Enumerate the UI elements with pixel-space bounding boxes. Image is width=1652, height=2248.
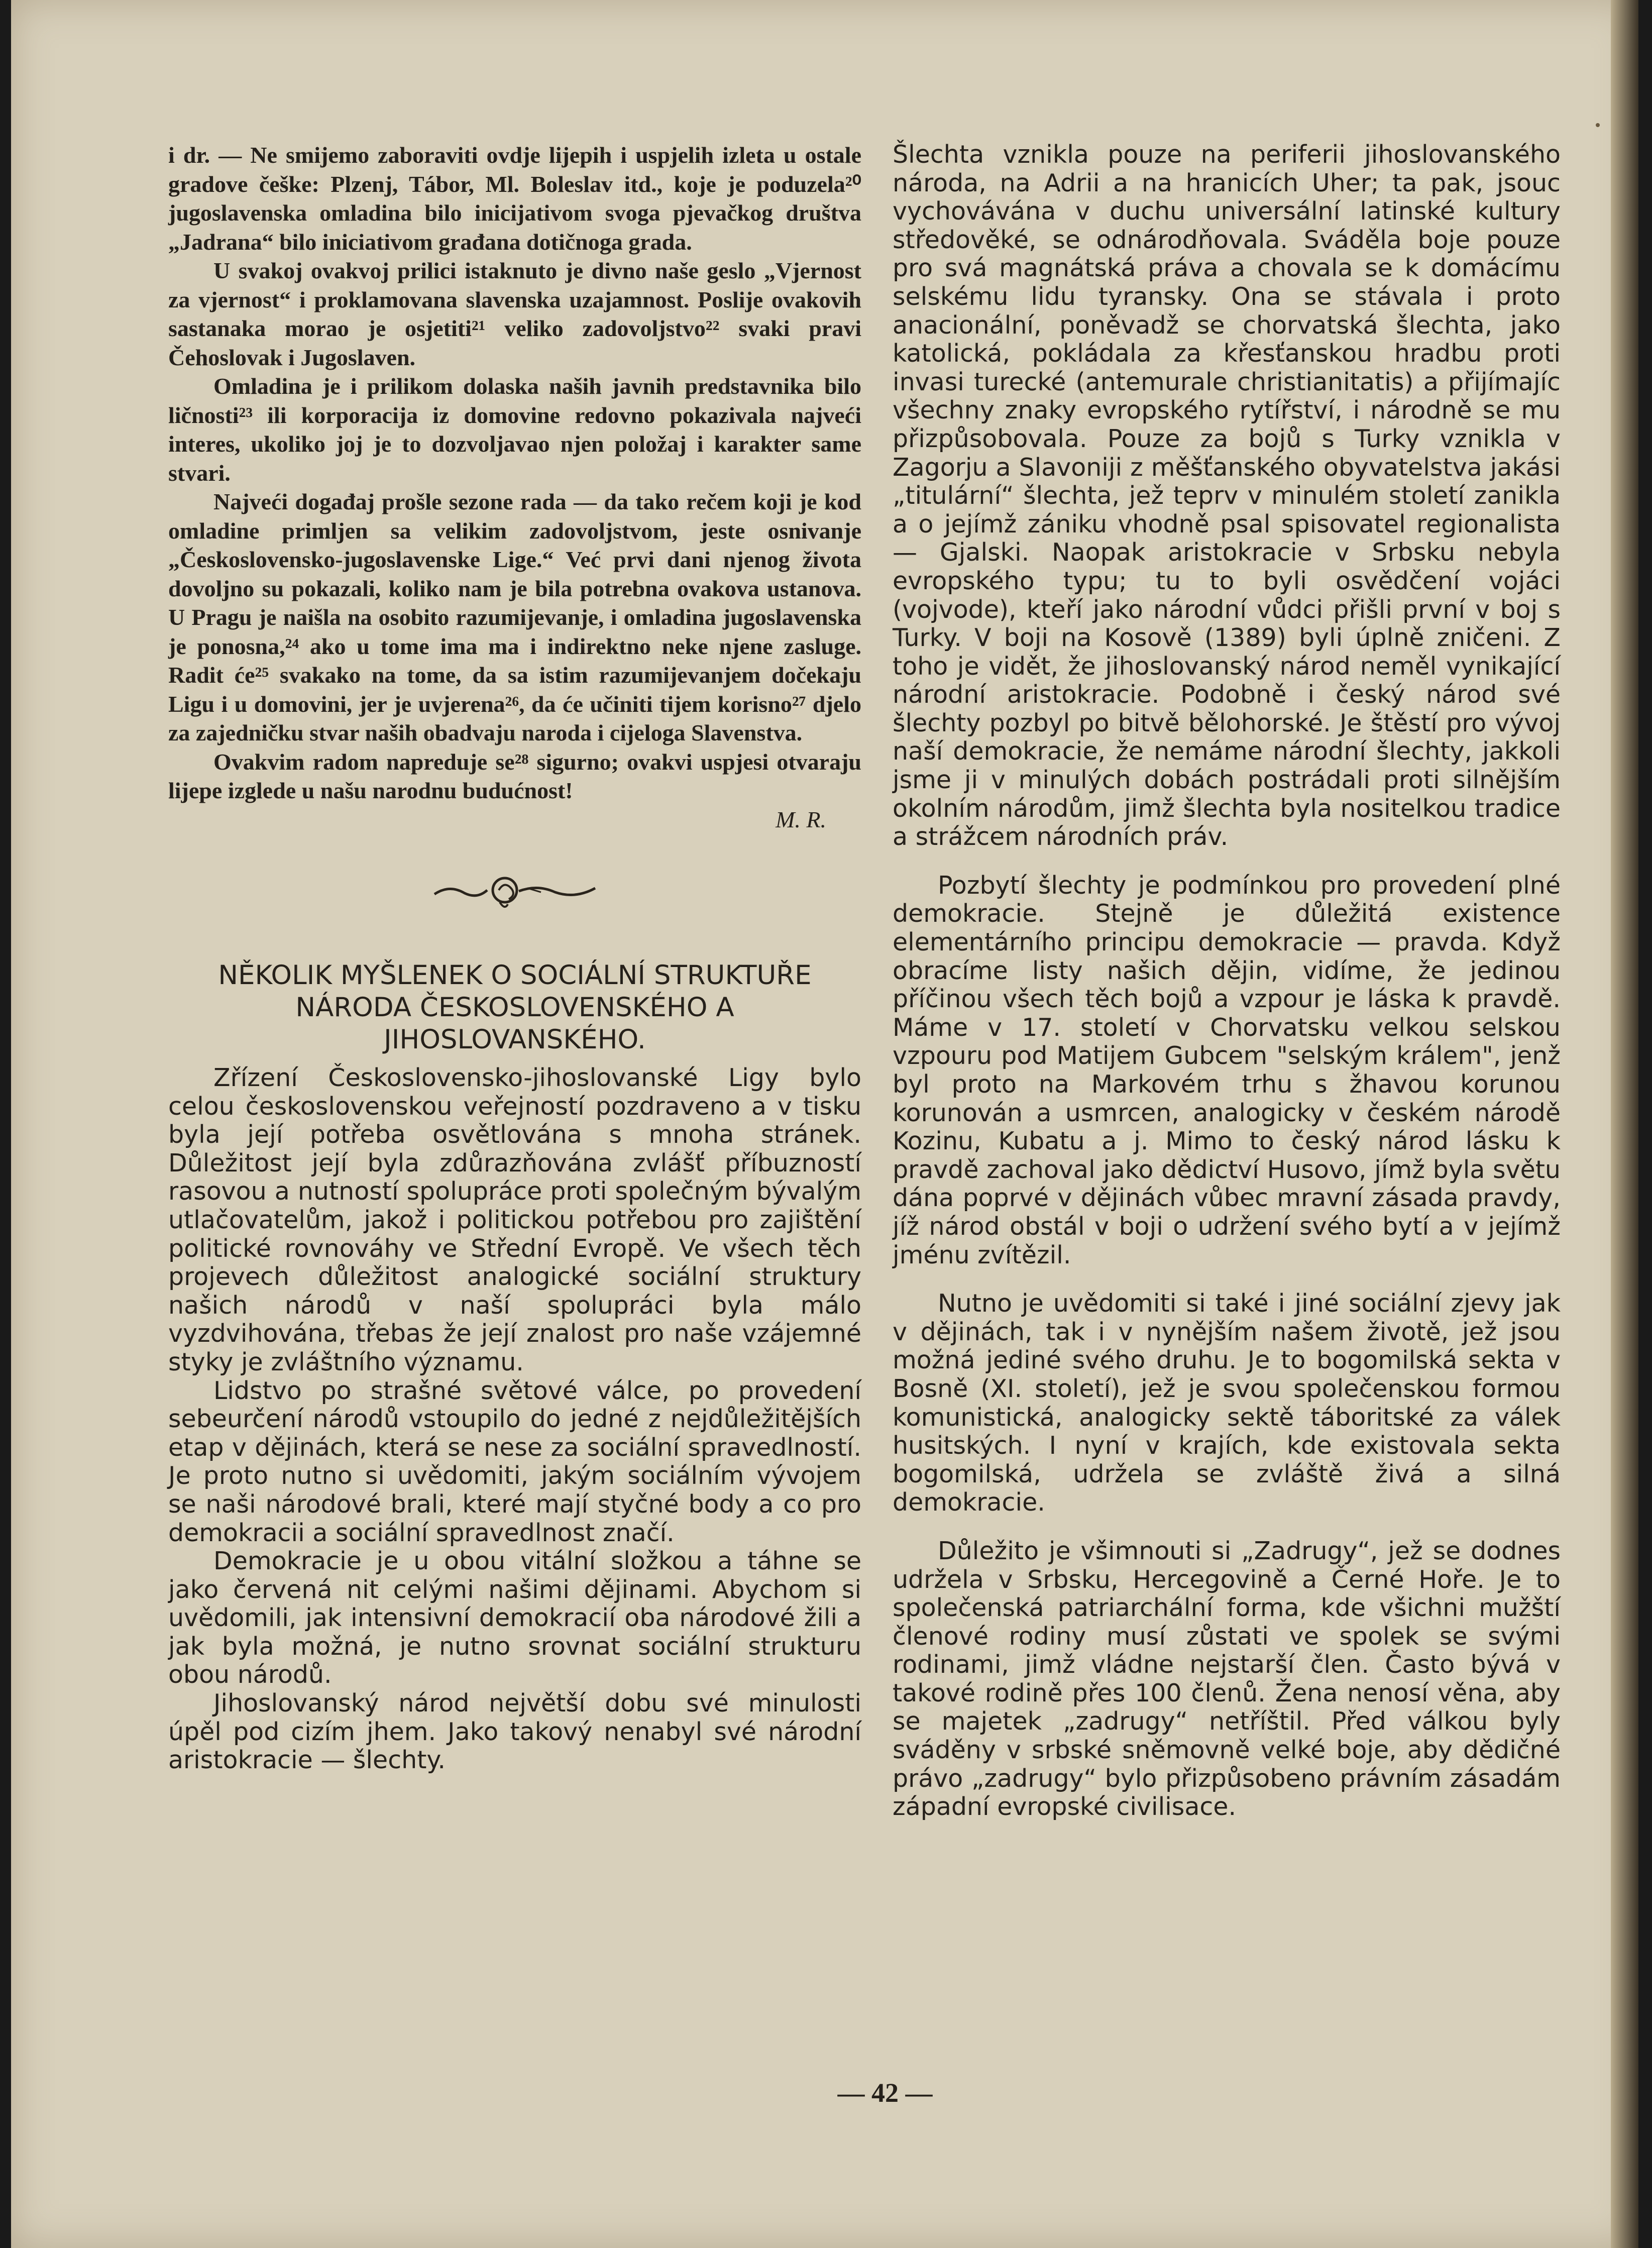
- journal-page: [11, 0, 1638, 2248]
- right-paragraph-3: Nutno je uvědomiti si také i jiné sociální zjevy jak v dějinách, tak i v nynějším našem životě, jež jsou možná jediné svého druhu. Je to bogomilská sekta v Bosně (XI. století), jež je svou společenskou formou komunistická, analogicky sektě táboritské za válek husitských. I nyní v krajích, kde existovala sekta bogomilská, udržela se zvláště živá a silná demokracie.: [893, 1289, 1561, 1517]
- flourish-ornament-icon: [429, 869, 600, 914]
- left-column: [168, 141, 861, 1775]
- cz-paragraph-3: Demokracie je u obou vitální složkou a táhne se jako červená nit celými našimi dějinami. Abychom si uvědomili, jak intensivní demokracií oba národové žili a jak byla možná, je nutno srovnat sociální strukturu obou národů.: [168, 1547, 861, 1689]
- sr-paragraph-1: i dr. — Ne smijemo zaboraviti ovdje lijepih i uspjelih izleta u ostale gradove češke: Plzenj, Tábor, Ml. Boleslav itd., koje je poduzela²⁰ jugoslavenska omladina bilo inicijativom svoga pjevačkog društva „Jadrana“ bilo iniciativom građana dotičnoga grada.: [168, 142, 861, 255]
- sr-paragraph-4: Najveći događaj prošle sezone rada — da tako rečem koji je kod omladine primljen sa velikim zadovoljstvom, jeste osnivanje „Československo-jugoslavenske Lige.“ Već prvi dani njenog života dovoljno su pokazali, koliko nam je bila potrebna ovakova ustanova. U Pragu je naišla na osobito razumijevanje, i omladina jugoslavenska je ponosna,²⁴ ako u tome ima ma i indirektno neke njene zasluge. Radit će²⁵ svakako na tome, da sa istim razumijevanjem dočekaju Ligu i u domovini, jer je uvjerena²⁶, da će učiniti tijem korisno²⁷ djelo za zajedničku stvar naših obadvaju naroda i cijeloga Slavenstva.: [168, 489, 861, 745]
- sr-closing-paragraph: Ovakvim radom napreduje se²⁸ sigurno; ovakvi uspjesi otvaraju lijepe izglede u našu narodnu budućnost!: [168, 748, 861, 803]
- right-paragraph-4: Důležito je všimnouti si „Zadrugy“, jež se dodnes udržela v Srbsku, Hercegovině a Černé Hoře. Je to společenská patriarchální forma, kde všichni mužští členové rodiny musí zůstati ve spolek se svými rodinami, jimž vládne nejstarší člen. Často bývá v takové rodině přes 100 členů. Žena nenosí věna, aby se majetek „zadrugy“ netříštil. Před válkou byly sváděny v srbské sněmovně velké boje, aby dědičné právo „zadrugy“ bylo přizpůsobeno právním zásadám západní evropské civilisace.: [893, 1536, 1561, 1822]
- article-heading: NĚKOLIK MYŠLENEK O SOCIÁLNÍ STRUKTUŘE NÁRODA ČESKOSLOVENSKÉHO A JIHOSLOVANSKÉHO.: [218, 960, 812, 1055]
- right-paragraph-2: Pozbytí šlechty je podmínkou pro provedení plné demokracie. Stejně je důležitá existence elementárního principu demokracie — pravda. Když obracíme listy našich dějin, vidíme, že jedinou příčinou všech těch bojů a vzpour je láska k pravdě. Máme v 17. století v Chorvatsku velkou selskou vzpouru pod Matijem Gubcem "selským králem", jenž byl proto na Markovém trhu s žhavou korunou korunován a usmrcen, analogicky v českém národě Kozinu, Kubatu a j. Mimo to český národ lásku k pravdě zachoval jako dědictví Husovo, jímž byla světu dána poprvé v dějinách vůbec mravní zásada pravdy, jíž národ obstál v boji o udržení svého bytí a v jejímž jménu zvítězil.: [893, 871, 1561, 1269]
- cz-paragraph-4: Jihoslovanský národ největší dobu své minulosti úpěl pod cizím jhem. Jako takový nenabyl své národní aristokracie — šlechty.: [168, 1689, 861, 1775]
- right-column: [893, 141, 1561, 1822]
- paper-speck: [1596, 123, 1600, 127]
- signature-line: [168, 805, 861, 834]
- book-spine-shadow: [1611, 0, 1638, 2248]
- sr-paragraph-3: Omladina je i prilikom dolaska naših javnih predstavnika bilo ličnosti²³ ili korporacija iz domovine redovno pokazivala najveći interes, ukoliko joj je to dozvoljavao njen položaj i karakter same stvari.: [168, 373, 861, 486]
- page-number: — 42 —: [837, 2078, 933, 2108]
- author-signature: M. R.: [776, 806, 826, 832]
- sr-paragraph-2: U svakoj ovakvoj prilici istaknuto je divno naše geslo „Vjernost za vjernost“ i proklamovana slavenska uzajamnost. Poslije ovakovih sastanaka morao je osjetiti²¹ veliko zadovoljstvo²² svaki pravi Čehoslovak i Jugoslaven.: [168, 258, 861, 370]
- cz-paragraph-1: Zřízení Československo-jihoslovanské Ligy bylo celou československou veřejností pozdraveno a v tisku byla její potřeba osvětlována s mnoha stránek. Důležitost její byla zdůrazňována zvlášť příbuzností rasovou a nutností spolupráce proti společným bývalým utlačovatelům, jakož i politickou potřebou pro zajištění politické rovnováhy ve Střední Evropě. Ve všech těch projevech důležitost analogické sociální struktury našich národů v naší spolupráci byla málo vyzdvihována, třebas že její znalost pro naše vzájemné styky je zvláštního významu.: [168, 1063, 861, 1376]
- cz-paragraph-2: Lidstvo po strašné světové válce, po provedení sebeurčení národů vstoupilo do jedné z nejdůležitějších etap v dějinách, která se nese za sociální spravedlností. Je proto nutno si uvědomiti, jakým sociálním vývojem se naši národové brali, které mají styčné body a co pro demokracii a sociální spravedlnost značí.: [168, 1376, 861, 1547]
- right-paragraph-1: Šlechta vznikla pouze na periferii jihoslovanského národa, na Adrii a na hranicích Uher; ta pak, jsouc vychovávána v duchu universální latinské kultury středověké, se odnárodňovala. Sváděla boje pouze pro svá magnátská práva a chovala se k domácímu selskému lidu tyransky. Ona se stávala i proto anacionální, poněvadž se chorvatská šlechta, jako katolická, pokládala za křesťanskou hradbu proti invasi turecké (antemurale christianitatis) a přijímajíc všechny znaky evropského rytířství, i národně se mu přizpůsobovala. Pouze za bojů s Turky vznikla v Zagorju a Slavoniji z měšťanského obyvatelstva jakási „titulární“ šlechta, jež teprv v minulém století zanikla a o jejímž zániku vhodně psal spisovatel regionalista — Gjalski. Naopak aristokracie v Srbsku nebyla evropského typu; tu to byli osvědčení vojáci (vojvode), kteří jako národní vůdci přišli první v boj s Turky. V boji na Kosově (1389) byli úplně zničeni. Z toho je vidět, že jihoslovanský národ neměl vynikající národní aristokracie. Podobně i český národ své šlechty pozbyl po bitvě bělohorské. Je štěstí pro vývoj naší demokracie, že nemáme národní šlechty, jakkoli jsme ji v minulých dobách postrádali proti silnějším okolním národům, jimž šlechta byla nositelkou tradice a strážcem národních práv.: [893, 140, 1561, 851]
